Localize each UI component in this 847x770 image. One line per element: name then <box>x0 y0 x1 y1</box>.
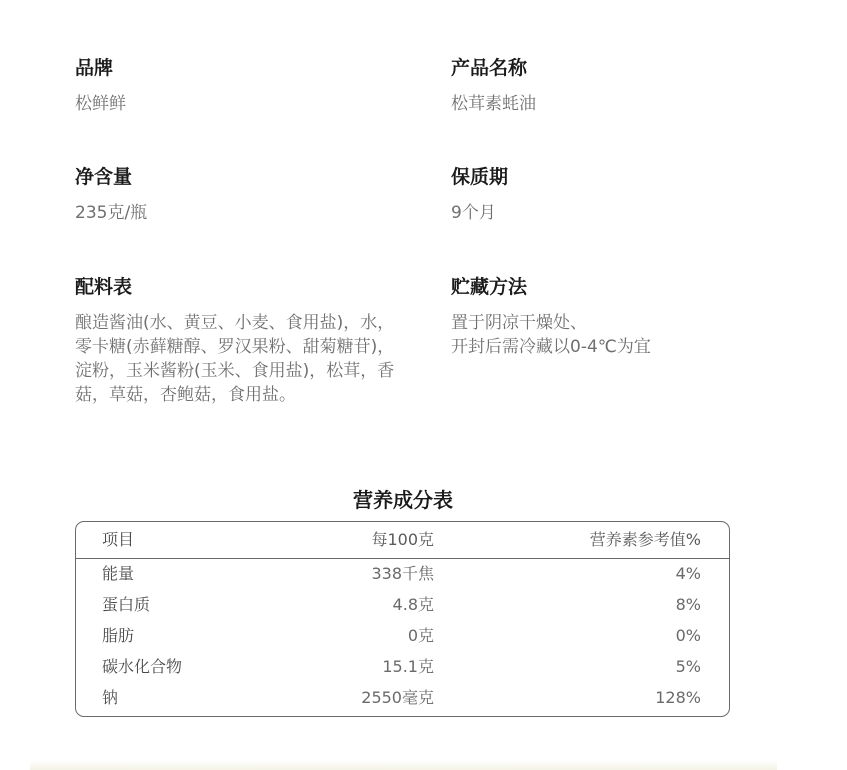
table-row <box>76 651 729 682</box>
nutrient-amount: 2550毫克 <box>361 688 434 707</box>
table-row <box>76 620 729 651</box>
nutrient-nrv: 5% <box>675 657 701 676</box>
nutrient-name: 脂肪 <box>102 626 135 645</box>
brand-field <box>75 56 126 116</box>
nutrient-nrv: 4% <box>675 564 701 583</box>
storage-value <box>451 311 651 359</box>
bottom-strip <box>30 760 777 770</box>
nutrient-amount: 4.8克 <box>392 595 434 614</box>
storage-field <box>451 275 651 359</box>
net-content-field <box>75 165 147 225</box>
product-name-field <box>451 56 536 116</box>
brand-value: 松鲜鲜 <box>75 94 126 114</box>
product-name-value: 松茸素蚝油 <box>451 94 536 114</box>
storage-line: 开封后需冷藏以0-4℃为宜 <box>451 337 651 357</box>
ingredients-label: 配料表 <box>75 276 133 298</box>
table-row <box>76 558 729 589</box>
nutrition-table <box>75 521 730 717</box>
nutrient-name: 钠 <box>102 688 119 707</box>
header-nrv: 营养素参考值% <box>589 530 701 549</box>
storage-line: 置于阴凉干燥处、 <box>451 313 587 333</box>
table-row <box>76 589 729 620</box>
brand-label: 品牌 <box>75 57 114 79</box>
nutrient-name: 碳水化合物 <box>102 657 183 676</box>
header-per-100g: 每100克 <box>371 530 434 549</box>
header-item: 项目 <box>102 530 135 549</box>
nutrient-amount: 0克 <box>407 626 434 645</box>
net-content-value: 235克/瓶 <box>75 203 148 223</box>
nutrient-amount: 15.1克 <box>382 657 434 676</box>
table-row <box>76 682 729 713</box>
nutrient-name: 能量 <box>102 564 135 583</box>
table-header-row <box>76 524 729 555</box>
shelf-life-field <box>451 165 508 225</box>
nutrition-title: 营养成分表 <box>353 488 453 512</box>
net-content-label: 净含量 <box>75 166 133 188</box>
nutrient-amount: 338千焦 <box>371 564 434 583</box>
shelf-life-value: 9个月 <box>451 203 496 223</box>
ingredients-value: 酿造酱油(水、黄豆、小麦、食用盐)，水，零卡糖(赤藓糖醇、罗汉果粉、甜菊糖苷)，淀粉，玉米酱粉(玉米、食用盐)，松茸，香菇，草菇，杏鲍菇，食用盐。 <box>75 313 395 405</box>
storage-label: 贮藏方法 <box>451 276 528 298</box>
nutrient-nrv: 8% <box>675 595 701 614</box>
shelf-life-label: 保质期 <box>451 166 509 188</box>
product-name-label: 产品名称 <box>451 57 528 79</box>
nutrient-nrv: 128% <box>655 688 701 707</box>
nutrient-name: 蛋白质 <box>102 595 151 614</box>
ingredients-field <box>75 275 405 407</box>
nutrient-nrv: 0% <box>675 626 701 645</box>
